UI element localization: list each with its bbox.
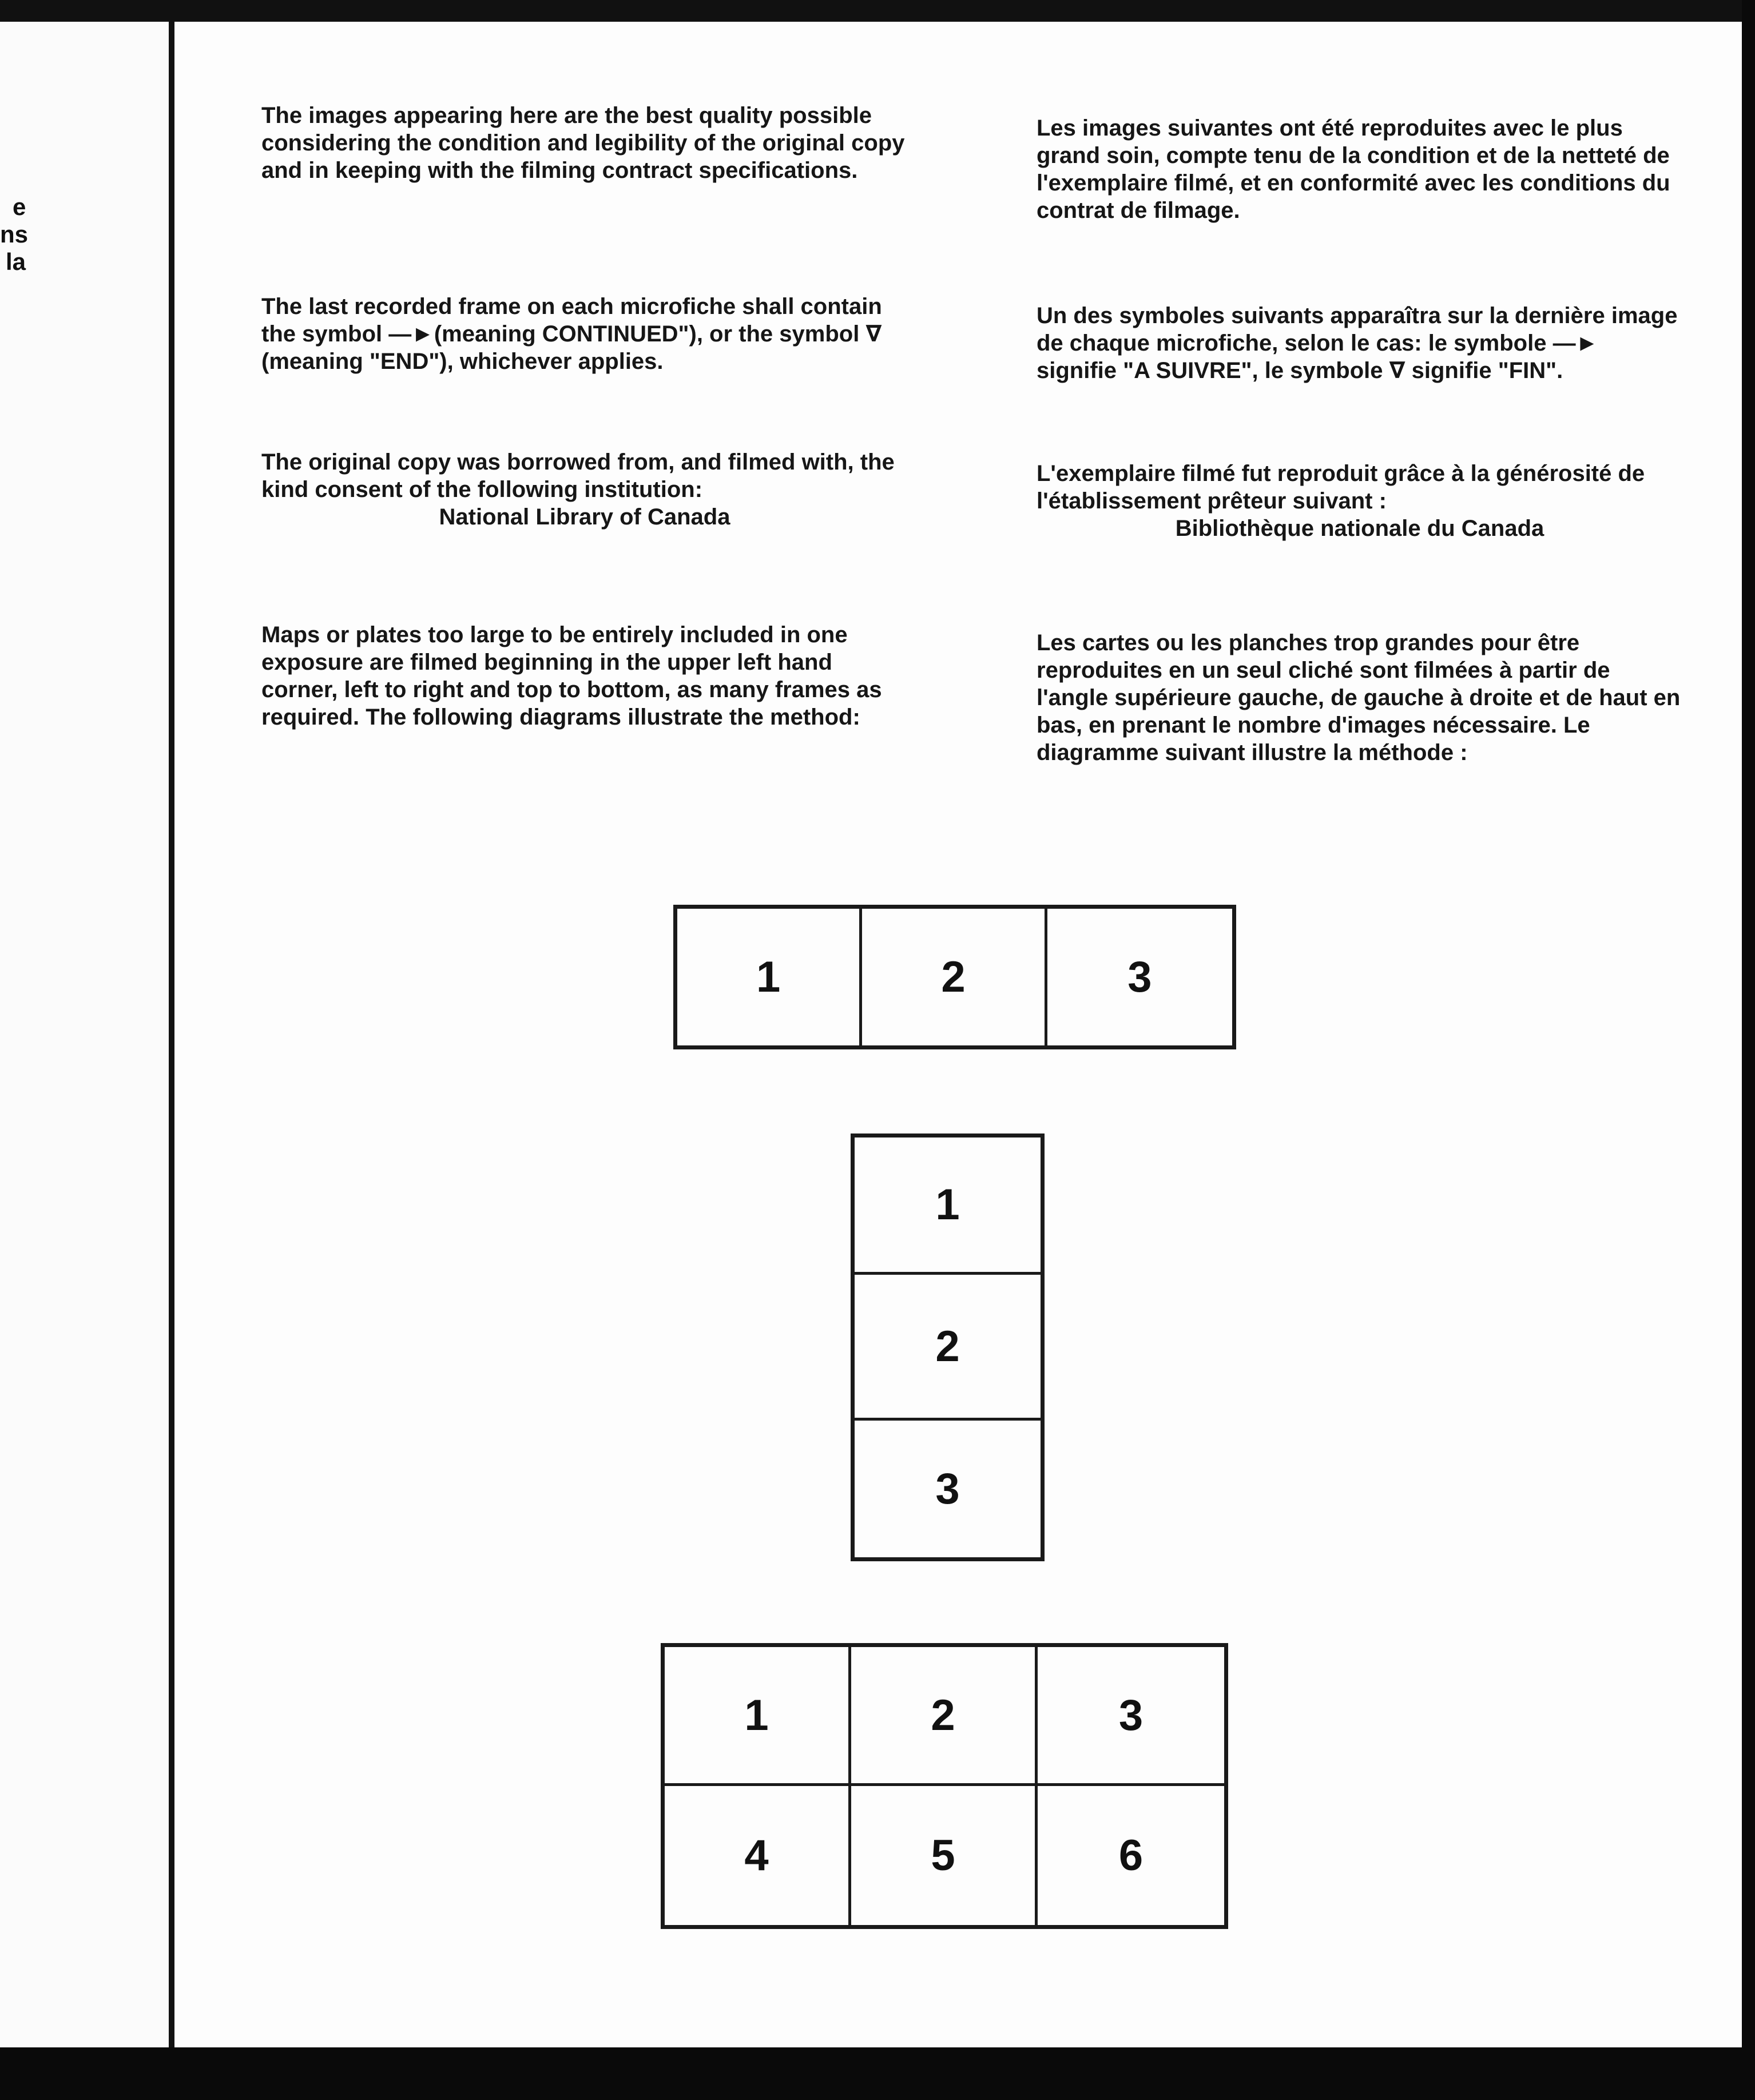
en-maps-paragraph: Maps or plates too large to be entirely included in one exposure are filmed beginning in the upper left hand corner, left to right and top to bottom, as many frames as required. The following diagrams illustrate the method: bbox=[261, 622, 882, 730]
frame-cell: 2 bbox=[851, 1647, 1038, 1786]
bottom-film-border bbox=[0, 2047, 1755, 2100]
en-symbols-text-mid: (meaning CONTINUED"), or the symbol bbox=[434, 321, 866, 347]
en-symbols-text-end: (meaning "END"), whichever applies. bbox=[261, 349, 664, 374]
fin-triangle-icon: ∇ bbox=[1389, 358, 1405, 383]
horizontal-frames-diagram bbox=[673, 905, 1236, 1049]
fr-symbols-text-end: signifie "FIN". bbox=[1405, 358, 1563, 383]
frame-cell: 3 bbox=[1038, 1647, 1224, 1786]
previous-page-edge bbox=[0, 22, 169, 2047]
fragment-line: e bbox=[13, 193, 26, 220]
frame-cell: 2 bbox=[862, 909, 1047, 1045]
end-triangle-icon: ∇ bbox=[865, 321, 882, 347]
frame-cell: 1 bbox=[855, 1138, 1041, 1275]
frame-cell: 5 bbox=[851, 1786, 1038, 1925]
en-symbols-paragraph bbox=[261, 293, 908, 375]
top-film-border bbox=[0, 0, 1755, 22]
frame-cell: 1 bbox=[677, 909, 862, 1045]
frame-cell: 2 bbox=[855, 1275, 1041, 1421]
suivre-arrow-icon: —► bbox=[1552, 331, 1599, 356]
en-symbols-text: The last recorded frame on each microfiche shall contain the symbol bbox=[261, 294, 882, 347]
previous-page-text-fragments bbox=[0, 193, 34, 276]
right-film-border bbox=[1742, 0, 1755, 2100]
page-divider bbox=[169, 22, 174, 2047]
fr-maps-paragraph: Les cartes ou les planches trop grandes pour être reproduites en un seul cliché sont filmées à partir de l'angle supérieure gauche, de gauche à droite et de haut en bas, en prenant le nombre d'images nécessaire. Le diagramme suivant illustre la méthode : bbox=[1037, 630, 1681, 765]
en-institution-paragraph bbox=[261, 448, 908, 531]
fr-symbols-text-mid: signifie "A SUIVRE", le symbole bbox=[1037, 358, 1389, 383]
fr-institution-paragraph bbox=[1037, 460, 1683, 542]
fr-symbols-text: Un des symboles suivants apparaîtra sur la dernière image de chaque microfiche, selon le cas: le symbole bbox=[1037, 303, 1678, 356]
fragment-line: la bbox=[6, 248, 26, 275]
frame-cell: 1 bbox=[665, 1647, 851, 1786]
en-institution-name: National Library of Canada bbox=[439, 504, 730, 530]
frame-cell: 3 bbox=[1127, 953, 1152, 1001]
fr-institution-intro: L'exemplaire filmé fut reproduit grâce à la générosité de l'établissement prêteur suivant : bbox=[1037, 461, 1645, 514]
fr-quality-paragraph: Les images suivantes ont été reproduites avec le plus grand soin, compte tenu de la condition et de la netteté de l'exemplaire filmé, et en conformité avec les conditions du contrat de filmage. bbox=[1037, 116, 1670, 223]
frame-cell: 6 bbox=[1118, 1831, 1143, 1880]
en-quality-paragraph: The images appearing here are the best quality possible considering the condition and legibility of the original copy and in keeping with the filming contract specifications. bbox=[261, 103, 905, 183]
en-institution-intro: The original copy was borrowed from, and filmed with, the kind consent of the following institution: bbox=[261, 450, 895, 502]
fragment-line: ns bbox=[0, 221, 29, 248]
fr-symbols-paragraph bbox=[1037, 302, 1683, 384]
fr-institution-name: Bibliothèque nationale du Canada bbox=[1175, 516, 1544, 541]
continued-arrow-icon: —► bbox=[388, 321, 434, 347]
grid-frames-diagram bbox=[661, 1643, 1228, 1929]
frame-cell: 4 bbox=[665, 1786, 851, 1925]
vertical-frames-diagram bbox=[851, 1133, 1045, 1561]
frame-cell: 3 bbox=[935, 1465, 960, 1513]
